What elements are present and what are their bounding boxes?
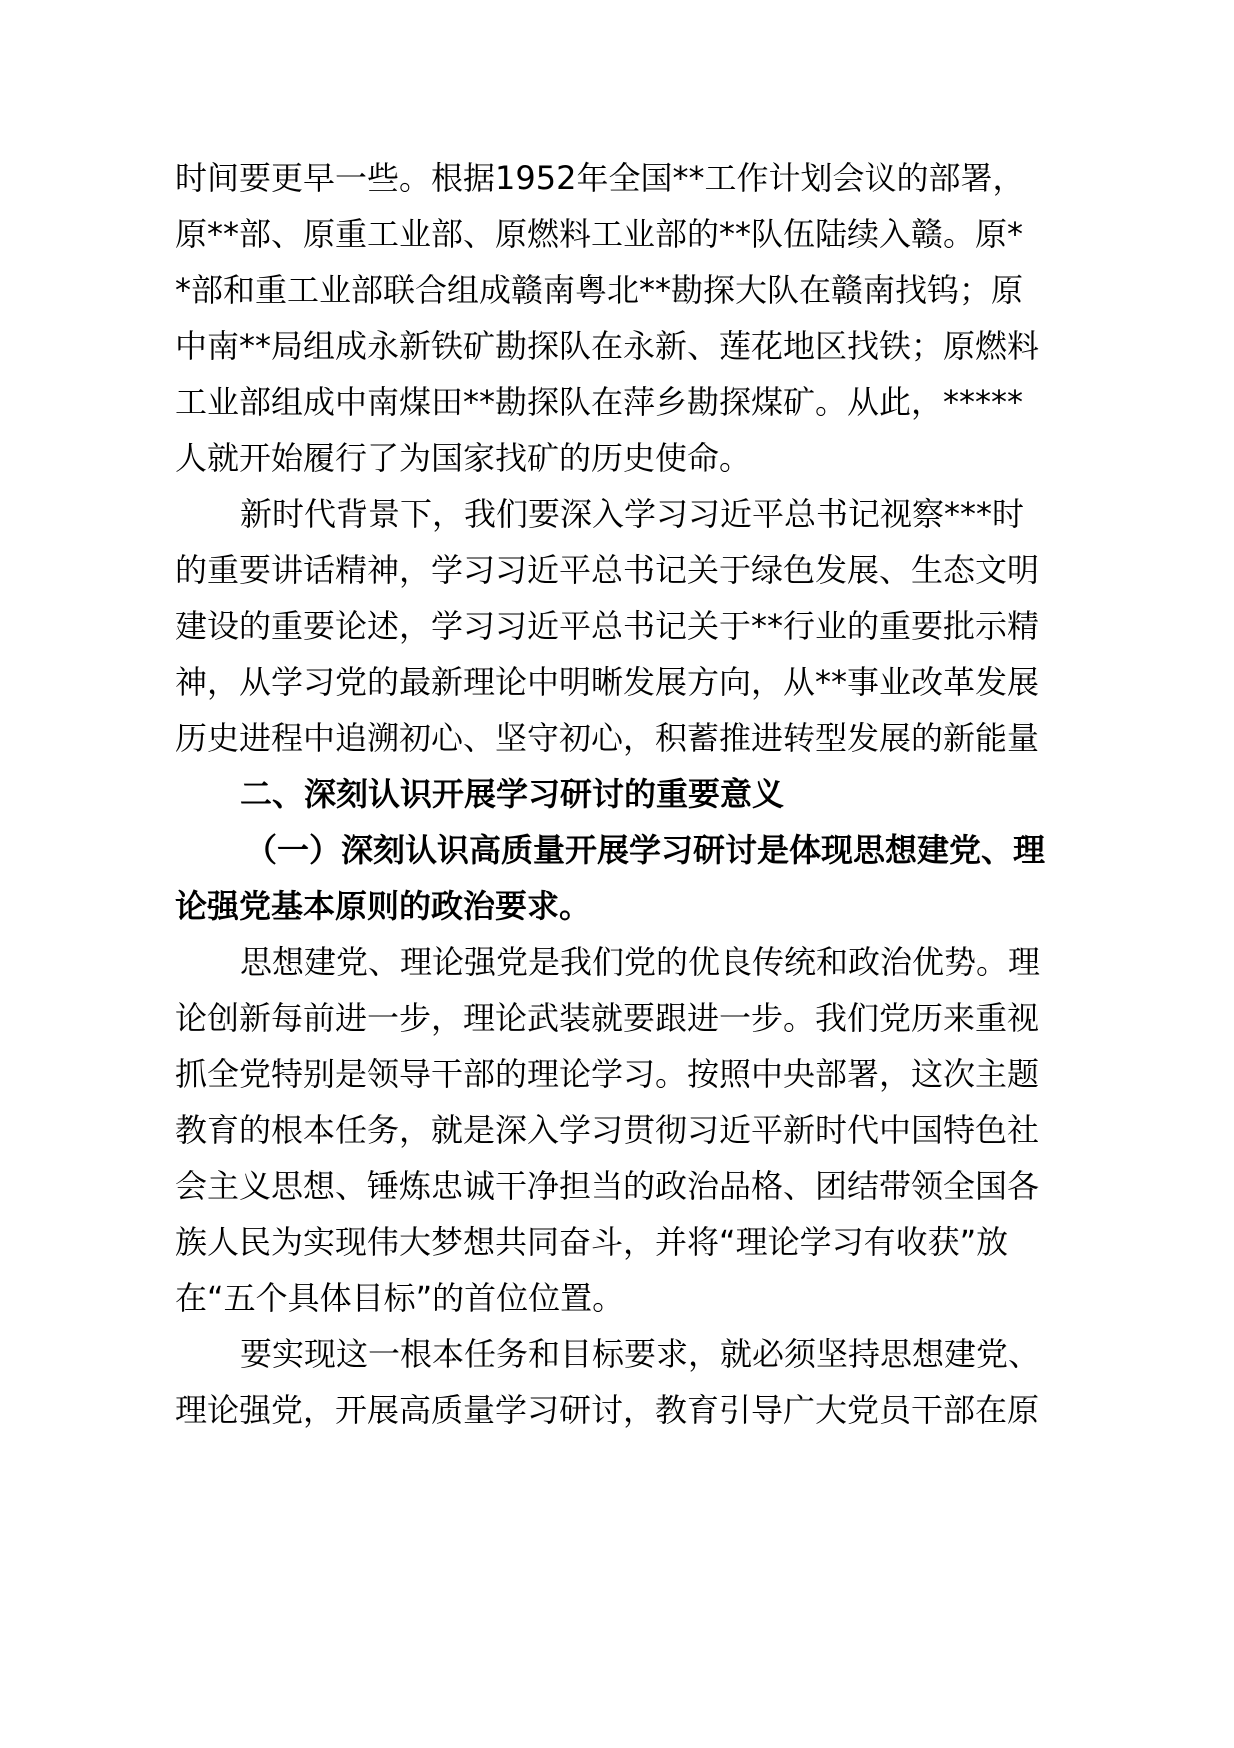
- subheading-line: （一）深刻认识高质量开展学习研讨是体现思想建党、理: [245, 831, 1046, 869]
- section-heading: 二、深刻认识开展学习研讨的重要意义: [240, 775, 785, 813]
- paragraph-line: *部和重工业部联合组成赣南粤北**勘探大队在赣南找钨；原: [175, 271, 1024, 309]
- paragraph-line: 族人民为实现伟大梦想共同奋斗，并将“理论学习有收获”放: [175, 1223, 1009, 1261]
- paragraph-line: 会主义思想、锤炼忠诚干净担当的政治品格、团结带领全国各: [175, 1167, 1040, 1205]
- paragraph-line: 建设的重要论述，学习习近平总书记关于**行业的重要批示精: [175, 607, 1040, 645]
- paragraph-line: 在“五个具体目标”的首位位置。: [175, 1279, 625, 1317]
- paragraph-line: 思想建党、理论强党是我们党的优良传统和政治优势。理: [240, 943, 1041, 981]
- paragraph-line: 时间要更早一些。根据1952年全国**工作计划会议的部署，: [175, 159, 1025, 197]
- paragraph-line: 历史进程中追溯初心、坚守初心，积蓄推进转型发展的新能量: [175, 719, 1040, 757]
- paragraph-line: 中南**局组成永新铁矿勘探队在永新、莲花地区找铁；原燃料: [175, 327, 1040, 365]
- paragraph-line: 教育的根本任务，就是深入学习贯彻习近平新时代中国特色社: [175, 1111, 1040, 1149]
- paragraph-line: 新时代背景下，我们要深入学习习近平总书记视察***时: [240, 495, 1025, 533]
- paragraph-line: 工业部组成中南煤田**勘探队在萍乡勘探煤矿。从此，*****: [175, 383, 1024, 421]
- paragraph-line: 要实现这一根本任务和目标要求，就必须坚持思想建党、: [240, 1335, 1041, 1373]
- paragraph-line: 神，从学习党的最新理论中明晰发展方向，从**事业改革发展: [175, 663, 1040, 701]
- paragraph-line: 抓全党特别是领导干部的理论学习。按照中央部署，这次主题: [175, 1055, 1040, 1093]
- paragraph-line: 论创新每前进一步，理论武装就要跟进一步。我们党历来重视: [175, 999, 1040, 1037]
- paragraph-line: 原**部、原重工业部、原燃料工业部的**队伍陆续入赣。原*: [175, 215, 1024, 253]
- paragraph-line: 理论强党，开展高质量学习研讨，教育引导广大党员干部在原: [175, 1391, 1040, 1429]
- paragraph-line: 人就开始履行了为国家找矿的历史使命。: [175, 439, 752, 477]
- subheading-line: 论强党基本原则的政治要求。: [175, 887, 592, 925]
- paragraph-line: 的重要讲话精神，学习习近平总书记关于绿色发展、生态文明: [175, 551, 1040, 589]
